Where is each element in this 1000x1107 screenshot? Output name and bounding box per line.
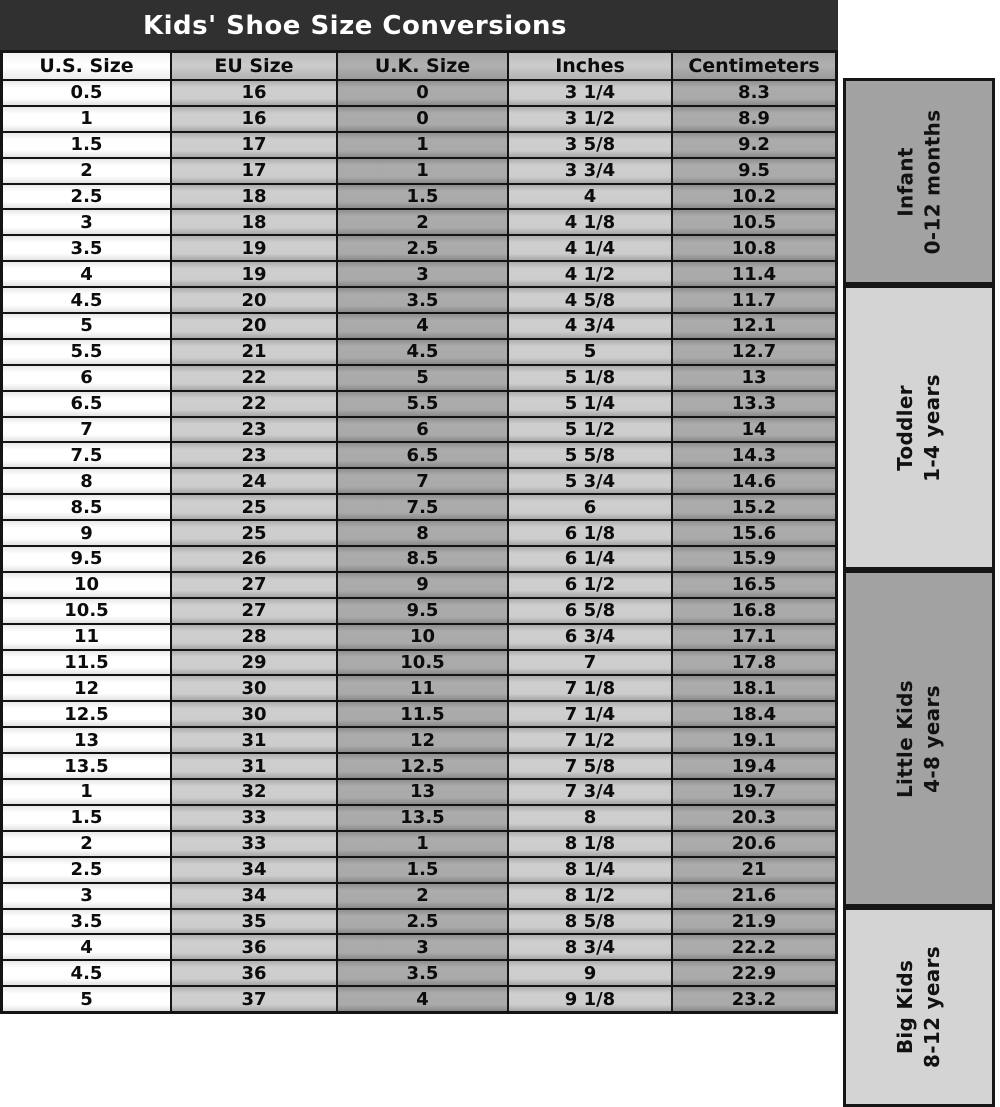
cell-centimeters: 12.7 [673,340,835,364]
cell-uk-size: 4.5 [338,340,507,364]
conversion-table [0,50,838,1014]
cell-us-size: 8.5 [3,495,170,519]
cell-centimeters: 10.5 [673,210,835,234]
cell-us-size: 0.5 [3,81,170,105]
cell-us-size: 3 [3,210,170,234]
cell-uk-size: 3.5 [338,961,507,985]
age-group-range: 1-4 years [919,373,944,482]
cell-inches: 8 [509,806,671,830]
cell-uk-size: 7.5 [338,495,507,519]
column-header-eu-size: EU Size [172,53,336,79]
cell-inches: 4 3/4 [509,314,671,338]
cell-us-size: 4 [3,262,170,286]
cell-uk-size: 12.5 [338,754,507,778]
cell-us-size: 12.5 [3,702,170,726]
cell-inches: 4 1/2 [509,262,671,286]
age-group-name: Infant [893,146,917,217]
cell-inches: 7 1/4 [509,702,671,726]
cell-eu-size: 37 [172,987,336,1011]
cell-uk-size: 4 [338,987,507,1011]
cell-inches: 5 [509,340,671,364]
cell-uk-size: 1 [338,133,507,157]
cell-inches: 6 [509,495,671,519]
cell-eu-size: 30 [172,676,336,700]
cell-inches: 8 3/4 [509,935,671,959]
cell-uk-size: 13 [338,780,507,804]
cell-centimeters: 11.7 [673,288,835,312]
cell-uk-size: 10 [338,625,507,649]
cell-us-size: 9.5 [3,547,170,571]
cell-uk-size: 9.5 [338,599,507,623]
cell-inches: 4 [509,185,671,209]
cell-uk-size: 0 [338,81,507,105]
cell-inches: 6 1/2 [509,573,671,597]
cell-centimeters: 10.2 [673,185,835,209]
cell-centimeters: 21.9 [673,910,835,934]
cell-eu-size: 22 [172,392,336,416]
cell-centimeters: 20.6 [673,832,835,856]
cell-centimeters: 13.3 [673,392,835,416]
cell-inches: 3 5/8 [509,133,671,157]
cell-uk-size: 7 [338,469,507,493]
cell-inches: 7 1/8 [509,676,671,700]
cell-eu-size: 26 [172,547,336,571]
age-group-little-kids [843,570,995,907]
cell-eu-size: 28 [172,625,336,649]
age-group-range: 0-12 months [920,109,944,254]
cell-eu-size: 25 [172,495,336,519]
cell-us-size: 10.5 [3,599,170,623]
cell-uk-size: 1.5 [338,185,507,209]
page-title: Kids' Shoe Size Conversions [143,11,567,41]
cell-uk-size: 12 [338,728,507,752]
cell-eu-size: 34 [172,884,336,908]
cell-eu-size: 17 [172,133,336,157]
cell-centimeters: 13 [673,366,835,390]
cell-eu-size: 31 [172,754,336,778]
cell-uk-size: 1.5 [338,858,507,882]
age-group-infant [843,78,995,285]
cell-inches: 6 1/4 [509,547,671,571]
cell-eu-size: 35 [172,910,336,934]
cell-uk-size: 10.5 [338,651,507,675]
cell-inches: 7 3/4 [509,780,671,804]
cell-centimeters: 18.1 [673,676,835,700]
cell-inches: 8 1/4 [509,858,671,882]
cell-centimeters: 15.6 [673,521,835,545]
column-header-inches: Inches [509,53,671,79]
age-group-range: 4-8 years [919,684,944,793]
cell-centimeters: 17.8 [673,651,835,675]
cell-centimeters: 14.6 [673,469,835,493]
cell-centimeters: 8.9 [673,107,835,131]
cell-inches: 5 5/8 [509,443,671,467]
cell-centimeters: 21 [673,858,835,882]
age-group-name: Big Kids [892,959,917,1055]
cell-us-size: 1 [3,107,170,131]
cell-us-size: 13 [3,728,170,752]
age-group-toddler-label [892,374,946,482]
cell-centimeters: 10.8 [673,236,835,260]
cell-eu-size: 18 [172,210,336,234]
cell-centimeters: 19.7 [673,780,835,804]
cell-eu-size: 17 [172,159,336,183]
cell-eu-size: 34 [172,858,336,882]
cell-centimeters: 14 [673,418,835,442]
cell-inches: 8 5/8 [509,910,671,934]
cell-uk-size: 2.5 [338,910,507,934]
cell-centimeters: 16.5 [673,573,835,597]
cell-inches: 5 1/8 [509,366,671,390]
cell-us-size: 10 [3,573,170,597]
cell-uk-size: 0 [338,107,507,131]
age-group-big-kids-label [892,946,946,1068]
cell-us-size: 2 [3,159,170,183]
cell-inches: 4 1/8 [509,210,671,234]
cell-inches: 3 3/4 [509,159,671,183]
cell-inches: 6 5/8 [509,599,671,623]
cell-inches: 5 3/4 [509,469,671,493]
column-header-centimeters: Centimeters [673,53,835,79]
cell-eu-size: 24 [172,469,336,493]
cell-us-size: 2.5 [3,185,170,209]
cell-uk-size: 3 [338,262,507,286]
cell-inches: 9 [509,961,671,985]
age-group-little-kids-label [892,680,946,798]
cell-uk-size: 11 [338,676,507,700]
cell-inches: 7 5/8 [509,754,671,778]
cell-uk-size: 8.5 [338,547,507,571]
cell-inches: 3 1/2 [509,107,671,131]
cell-us-size: 8 [3,469,170,493]
cell-inches: 8 1/8 [509,832,671,856]
cell-eu-size: 33 [172,806,336,830]
title-bar [0,0,838,50]
cell-inches: 7 [509,651,671,675]
cell-centimeters: 18.4 [673,702,835,726]
cell-inches: 6 3/4 [509,625,671,649]
cell-uk-size: 11.5 [338,702,507,726]
column-header-uk-size: U.K. Size [338,53,507,79]
cell-eu-size: 20 [172,288,336,312]
cell-us-size: 6.5 [3,392,170,416]
cell-us-size: 9 [3,521,170,545]
cell-centimeters: 14.3 [673,443,835,467]
cell-us-size: 2 [3,832,170,856]
cell-us-size: 11 [3,625,170,649]
cell-eu-size: 22 [172,366,336,390]
cell-us-size: 13.5 [3,754,170,778]
cell-inches: 7 1/2 [509,728,671,752]
cell-eu-size: 16 [172,81,336,105]
cell-uk-size: 3 [338,935,507,959]
cell-uk-size: 6.5 [338,443,507,467]
cell-eu-size: 32 [172,780,336,804]
cell-uk-size: 9 [338,573,507,597]
cell-uk-size: 13.5 [338,806,507,830]
cell-us-size: 7 [3,418,170,442]
cell-eu-size: 18 [172,185,336,209]
cell-us-size: 4.5 [3,288,170,312]
cell-uk-size: 6 [338,418,507,442]
cell-eu-size: 36 [172,935,336,959]
cell-inches: 6 1/8 [509,521,671,545]
cell-us-size: 3 [3,884,170,908]
age-group-name: Toddler [892,384,917,471]
cell-us-size: 6 [3,366,170,390]
cell-uk-size: 3.5 [338,288,507,312]
cell-us-size: 3.5 [3,236,170,260]
age-group-toddler [843,285,995,570]
cell-centimeters: 15.2 [673,495,835,519]
cell-centimeters: 12.1 [673,314,835,338]
cell-us-size: 12 [3,676,170,700]
cell-eu-size: 29 [172,651,336,675]
cell-centimeters: 11.4 [673,262,835,286]
cell-inches: 4 5/8 [509,288,671,312]
cell-eu-size: 31 [172,728,336,752]
age-group-name: Little Kids [892,679,917,798]
cell-eu-size: 21 [172,340,336,364]
cell-inches: 5 1/2 [509,418,671,442]
cell-us-size: 1.5 [3,806,170,830]
cell-us-size: 5 [3,987,170,1011]
cell-centimeters: 20.3 [673,806,835,830]
cell-eu-size: 27 [172,573,336,597]
cell-centimeters: 23.2 [673,987,835,1011]
cell-us-size: 2.5 [3,858,170,882]
cell-uk-size: 8 [338,521,507,545]
cell-centimeters: 16.8 [673,599,835,623]
cell-eu-size: 16 [172,107,336,131]
age-group-infant-label [892,109,946,254]
cell-inches: 8 1/2 [509,884,671,908]
cell-eu-size: 25 [172,521,336,545]
cell-inches: 5 1/4 [509,392,671,416]
cell-us-size: 11.5 [3,651,170,675]
cell-uk-size: 2 [338,210,507,234]
cell-uk-size: 2 [338,884,507,908]
cell-us-size: 4 [3,935,170,959]
cell-eu-size: 23 [172,443,336,467]
cell-inches: 9 1/8 [509,987,671,1011]
cell-centimeters: 9.2 [673,133,835,157]
cell-eu-size: 33 [172,832,336,856]
cell-eu-size: 19 [172,262,336,286]
cell-us-size: 5 [3,314,170,338]
cell-centimeters: 19.1 [673,728,835,752]
cell-uk-size: 5 [338,366,507,390]
cell-centimeters: 8.3 [673,81,835,105]
cell-eu-size: 19 [172,236,336,260]
cell-us-size: 4.5 [3,961,170,985]
cell-centimeters: 17.1 [673,625,835,649]
cell-centimeters: 22.2 [673,935,835,959]
cell-uk-size: 1 [338,159,507,183]
cell-uk-size: 2.5 [338,236,507,260]
cell-eu-size: 23 [172,418,336,442]
age-group-range: 8-12 years [919,946,944,1068]
cell-centimeters: 15.9 [673,547,835,571]
age-group-big-kids [843,907,995,1107]
cell-eu-size: 30 [172,702,336,726]
cell-eu-size: 20 [172,314,336,338]
cell-us-size: 1.5 [3,133,170,157]
cell-eu-size: 27 [172,599,336,623]
cell-us-size: 7.5 [3,443,170,467]
cell-inches: 3 1/4 [509,81,671,105]
cell-inches: 4 1/4 [509,236,671,260]
cell-us-size: 3.5 [3,910,170,934]
cell-centimeters: 22.9 [673,961,835,985]
cell-uk-size: 4 [338,314,507,338]
cell-centimeters: 9.5 [673,159,835,183]
cell-us-size: 1 [3,780,170,804]
cell-eu-size: 36 [172,961,336,985]
cell-us-size: 5.5 [3,340,170,364]
cell-uk-size: 1 [338,832,507,856]
cell-centimeters: 19.4 [673,754,835,778]
cell-centimeters: 21.6 [673,884,835,908]
cell-uk-size: 5.5 [338,392,507,416]
column-header-us-size: U.S. Size [3,53,170,79]
